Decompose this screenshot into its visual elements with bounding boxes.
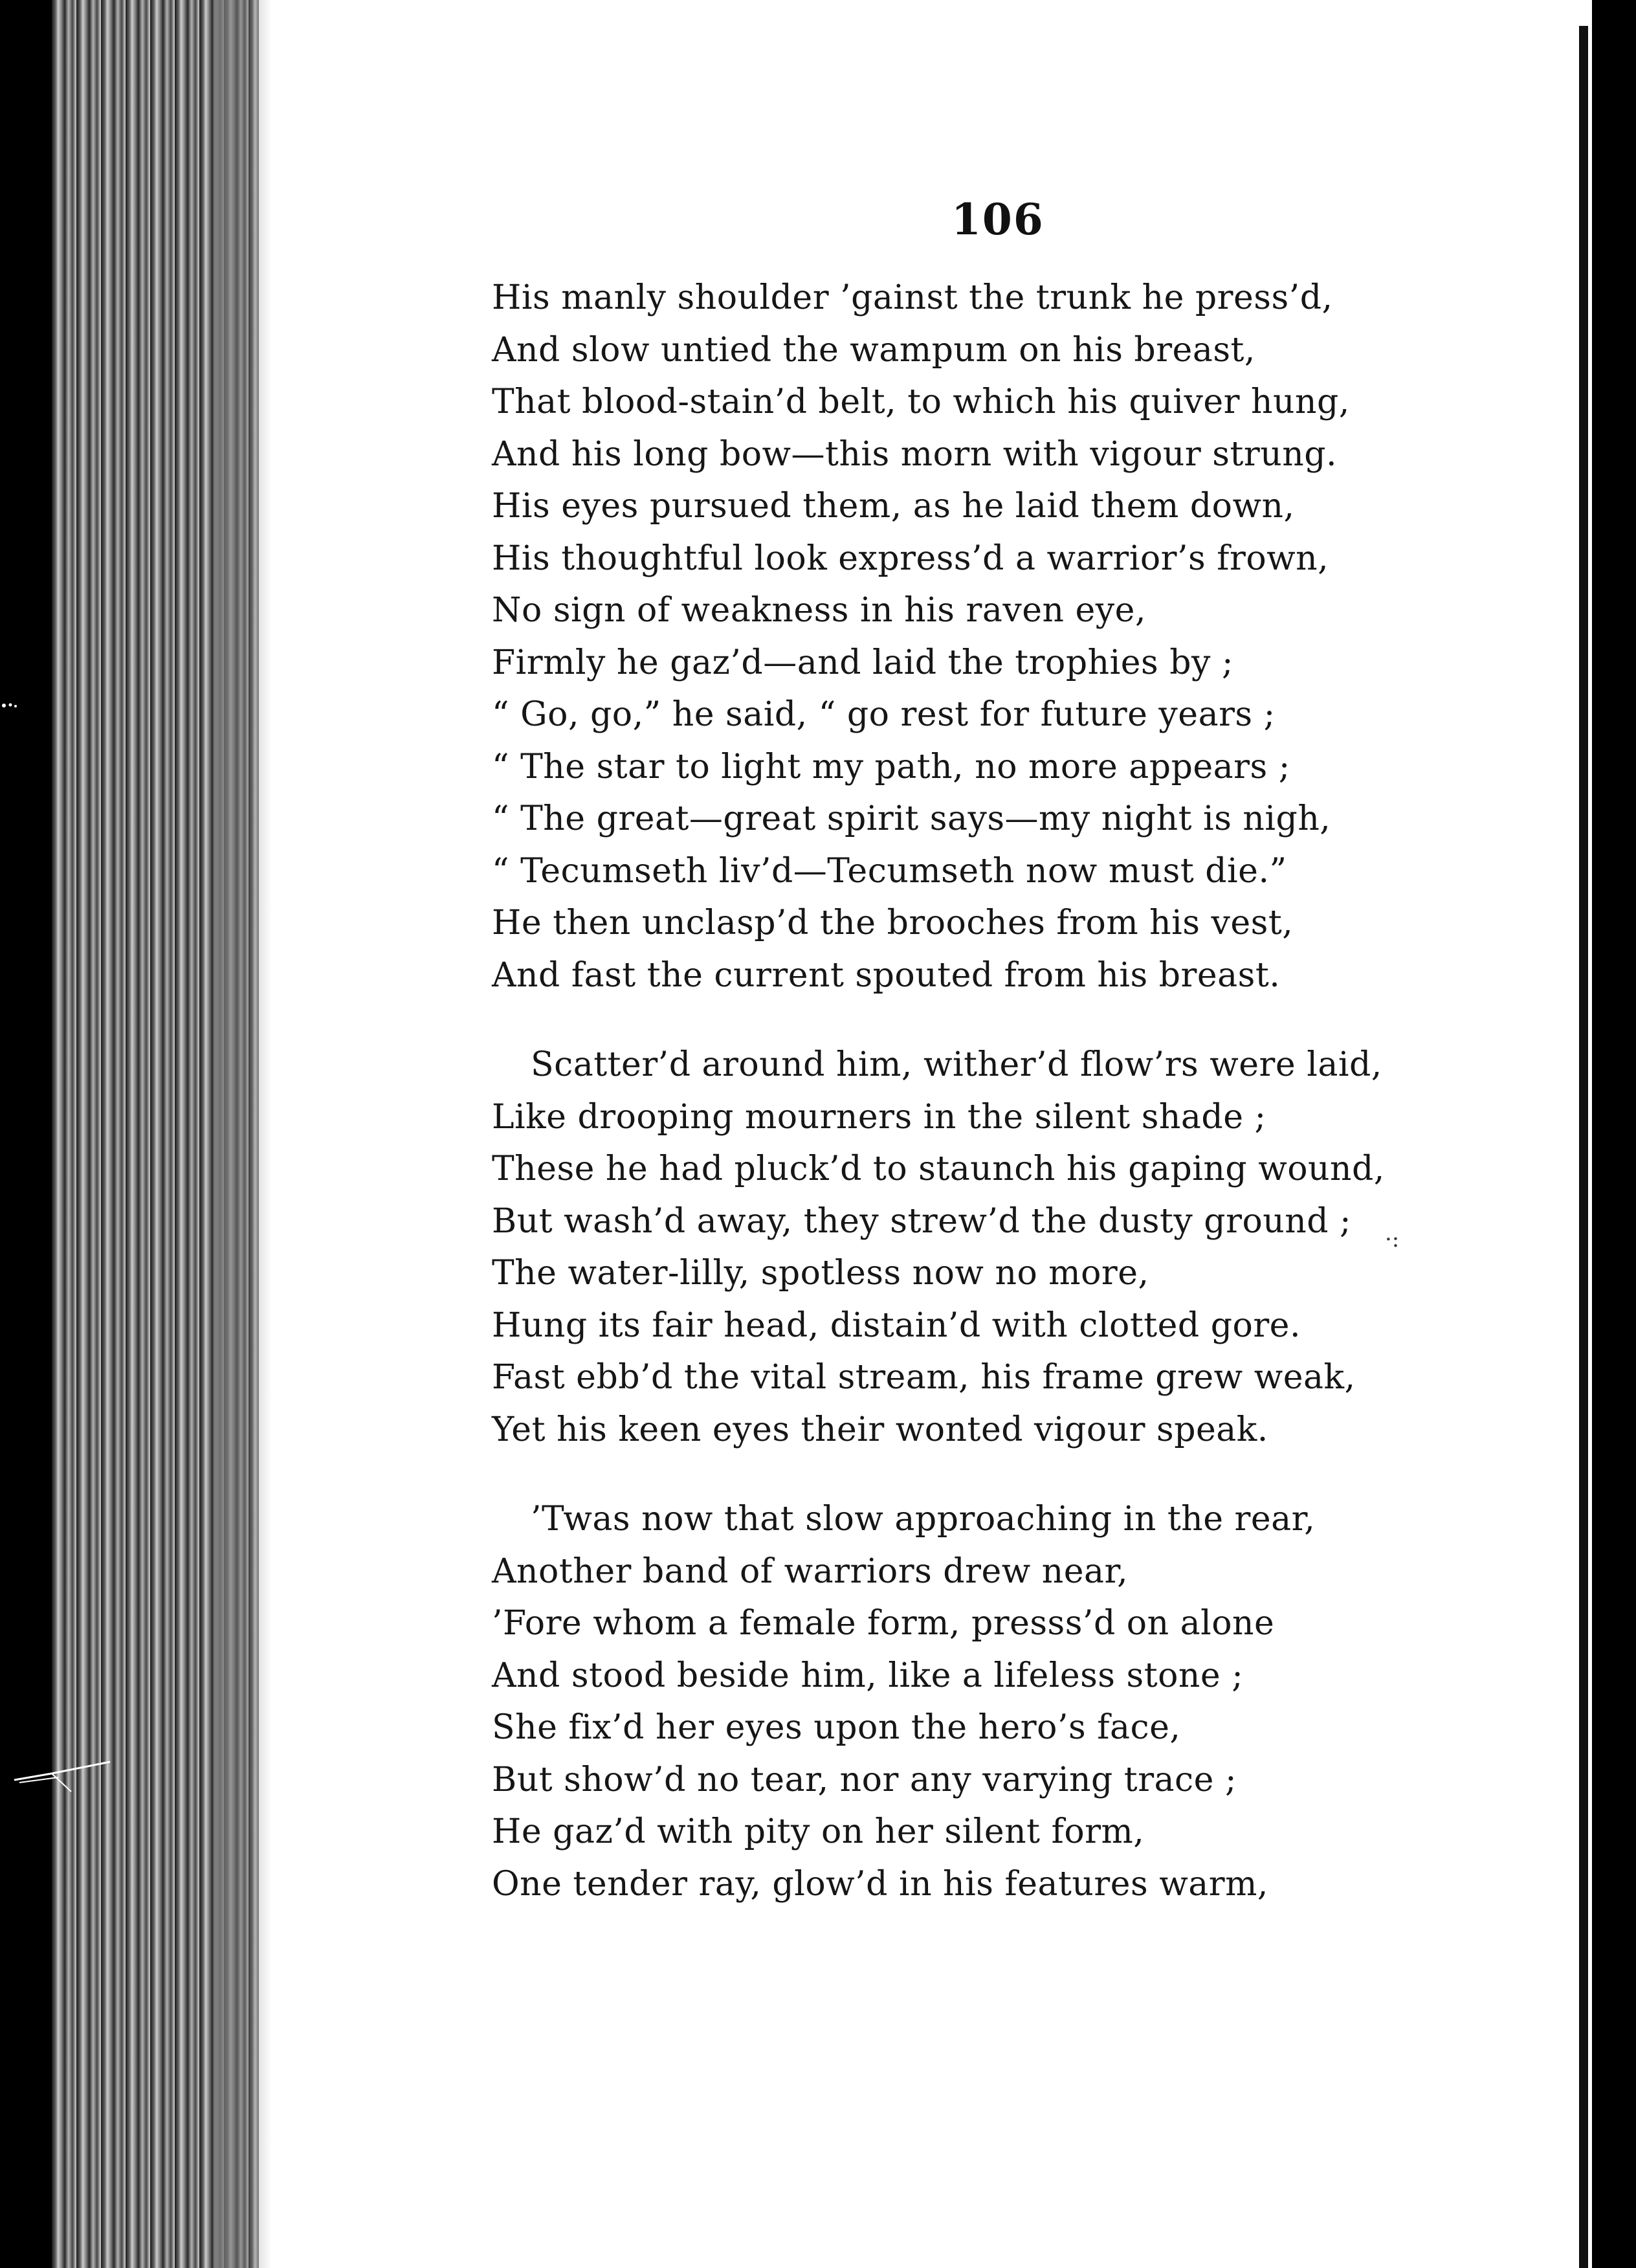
poem-line: She fix’d her eyes upon the hero’s face, (492, 1708, 1181, 1747)
poem-line: One tender ray, glow’d in his features warm, (492, 1864, 1268, 1904)
poem-line: “ Tecumseth liv’d—Tecumseth now must die.” (492, 851, 1287, 891)
page-number: 106 (951, 194, 1045, 245)
poem-line: “ The star to light my path, no more appears ; (492, 747, 1290, 786)
poem-line: His manly shoulder ’gainst the trunk he press’d, (492, 278, 1333, 317)
margin-specks: ·: (1385, 1227, 1400, 1252)
poem-line: “ Go, go,” he said, “ go rest for future years ; (492, 695, 1276, 734)
poem-line: And slow untied the wampum on his breast, (492, 330, 1255, 370)
poem-line: But wash’d away, they strew’d the dusty ground ; (492, 1201, 1352, 1241)
poem-line: Firmly he gaz’d—and laid the trophies by ; (492, 643, 1233, 682)
poem-line: He then unclasp’d the brooches from his vest, (492, 904, 1294, 942)
poem-line: These he had pluck’d to staunch his gaping wound, (492, 1150, 1385, 1188)
poem-line: Hung its fair head, distain’d with clotted gore. (492, 1306, 1301, 1345)
poem-line: Another band of warriors drew near, (492, 1551, 1129, 1591)
poem-line: And fast the current spouted from his breast. (492, 955, 1281, 995)
poem-line: His thoughtful look express’d a warrior’s frown, (492, 539, 1329, 578)
poem-line: ’Twas now that slow approaching in the rear, (531, 1500, 1316, 1539)
poem-line: That blood-stain’d belt, to which his quiver hung, (492, 383, 1350, 421)
poem-line: And his long bow—this morn with vigour strung. (492, 434, 1338, 474)
poem-text (492, 272, 1385, 1910)
poem-line: Yet his keen eyes their wonted vigour speak. (492, 1410, 1268, 1449)
stanza-3 (492, 1493, 1372, 1910)
stanza-1 (492, 272, 1372, 1001)
poem-line: And stood beside him, like a lifeless stone ; (492, 1656, 1244, 1695)
poem-line: His eyes pursued them, as he laid them down, (492, 487, 1295, 526)
poem-line: No sign of weakness in his raven eye, (492, 591, 1146, 630)
poem-line: Scatter’d around him, wither’d flow’rs were laid, (531, 1045, 1382, 1084)
poem-line: He gaz’d with pity on her silent form, (492, 1812, 1145, 1851)
scan-scratch-mark (13, 1754, 116, 1793)
poem-line: Like drooping mourners in the silent shade ; (492, 1097, 1266, 1137)
poem-line: The water-lilly, spotless now no more, (492, 1254, 1149, 1293)
poem-line: ’Fore whom a female form, presss’d on alone (492, 1604, 1275, 1643)
right-page-edge-rule (1579, 26, 1588, 2268)
stanza-2 (492, 1039, 1385, 1456)
poem-line: Fast ebb’d the vital stream, his frame grew weak, (492, 1358, 1356, 1397)
poem-line: But show’d no tear, nor any varying trace ; (492, 1760, 1237, 1799)
poem-line: “ The great—great spirit says—my night is nigh, (492, 799, 1331, 838)
scan-right-border (1592, 0, 1636, 2268)
gutter-shadow (214, 0, 272, 2268)
scan-speck-marks (0, 699, 26, 712)
